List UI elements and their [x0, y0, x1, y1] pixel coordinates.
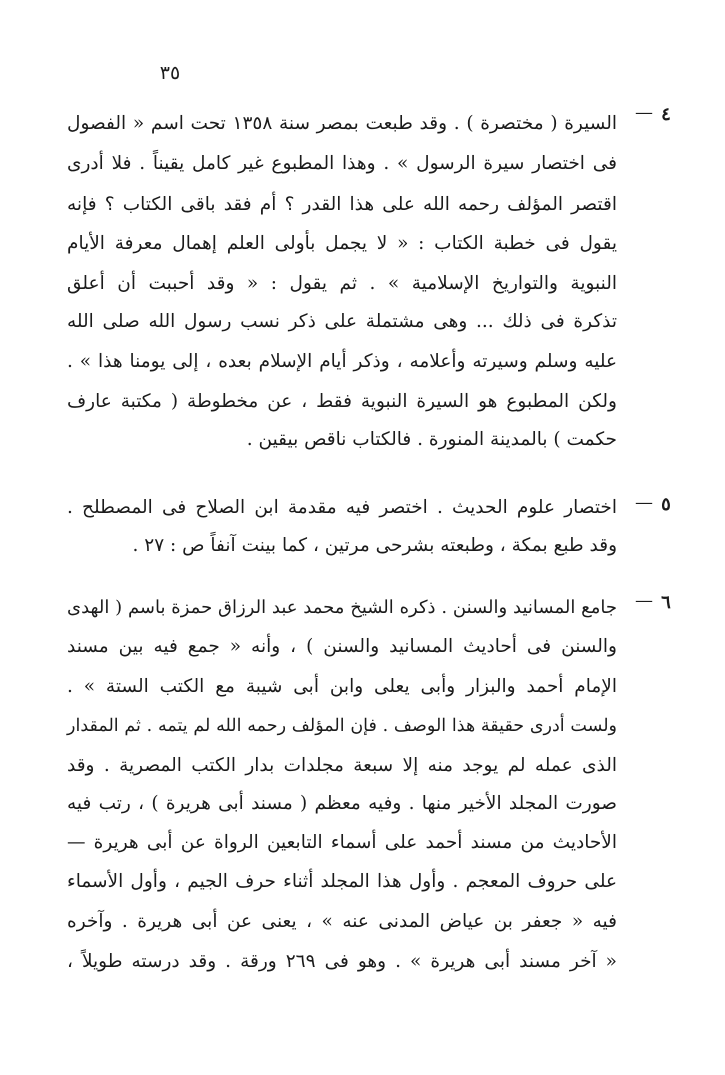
entry-dash: — [635, 492, 653, 513]
entry-line: جامع المسانيد والسنن . ذكره الشيخ محمد عبد الرزاق حمزة باسم ( الهدى [67, 597, 617, 618]
entry-6 [67, 588, 677, 1008]
entry-line: ولكن المطبوع هو السيرة النبوية فقط ، عن مخطوطة ( مكتبة عارف [67, 391, 617, 412]
entry-dash: — [635, 590, 653, 611]
entry-line: عليه وسلم وسيرته وأعلامه ، وذكر أيام الإسلام بعده ، إلى يومنا هذا » . [67, 351, 617, 372]
entry-line: « آخر مسند أبى هريرة » . وهو فى ٢٦٩ ورقة . وقد درسته طويلاً ، [67, 951, 617, 972]
entry-line: على حروف المعجم . وأول هذا المجلد أثناء حرف الجيم ، وأول الأسماء [67, 871, 617, 892]
entry-line: السيرة ( مختصرة ) . وقد طبعت بمصر سنة ١٣٥٨ تحت اسم « الفصول [67, 113, 617, 134]
entry-line: يقول فى خطبة الكتاب : « لا يجمل بأولى العلم إهمال معرفة الأيام [67, 233, 617, 254]
entry-line: صورت المجلد الأخير منها . وفيه معظم ( مسند أبى هريرة ) ، رتب فيه [67, 793, 617, 814]
entry-line: النبوية والتواريخ الإسلامية » . ثم يقول : « وقد أحببت أن أعلق [67, 273, 617, 294]
entry-number: ٥ [661, 494, 671, 515]
entry-line: اختصار علوم الحديث . اختصر فيه مقدمة ابن الصلاح فى المصطلح . [67, 497, 617, 518]
entry-number: ٦ [661, 592, 671, 613]
entry-line: والسنن فى أحاديث المسانيد والسنن ) ، وأنه « جمع فيه بين مسند [67, 636, 617, 657]
entry-line: اقتصر المؤلف رحمه الله على هذا القدر ؟ أم فقد باقى الكتاب ؟ فإنه [67, 194, 617, 215]
entry-line: الذى عمله لم يوجد منه إلا سبعة مجلدات بدار الكتب المصرية . وقد [67, 755, 617, 776]
entry-line: فيه « جعفر بن عياض المدنى عنه » ، يعنى عن أبى هريرة . وآخره [67, 911, 617, 932]
entry-line: حكمت ) بالمدينة المنورة . فالكتاب ناقص بيقين . [246, 429, 617, 450]
entry-line: وقد طبع بمكة ، وطبعته بشرحى مرتين ، كما بينت آنفاً ص : ٢٧ . [132, 535, 617, 556]
entry-line: تذكرة فى ذلك ... وهى مشتملة على ذكر نسب رسول الله صلى الله [67, 311, 617, 332]
page-number: ٣٥ [159, 62, 181, 84]
entry-line: الأحاديث من مسند أحمد على أسماء التابعين الرواة عن أبى هريرة — [67, 832, 617, 853]
entry-5 [67, 492, 677, 572]
entry-line: الإمام أحمد والبزار وأبى يعلى وابن أبى شيبة مع الكتب الستة » . [67, 676, 617, 697]
entry-line: فى اختصار سيرة الرسول » . وهذا المطبوع غير كامل يقيناً . فلا أدرى [67, 153, 617, 174]
entry-dash: — [635, 102, 653, 123]
entry-line: ولست أدرى حقيقة هذا الوصف . فإن المؤلف رحمه الله لم يتمه . ثم المقدار [67, 716, 617, 736]
entry-number: ٤ [661, 104, 671, 125]
entry-4 [67, 100, 677, 450]
